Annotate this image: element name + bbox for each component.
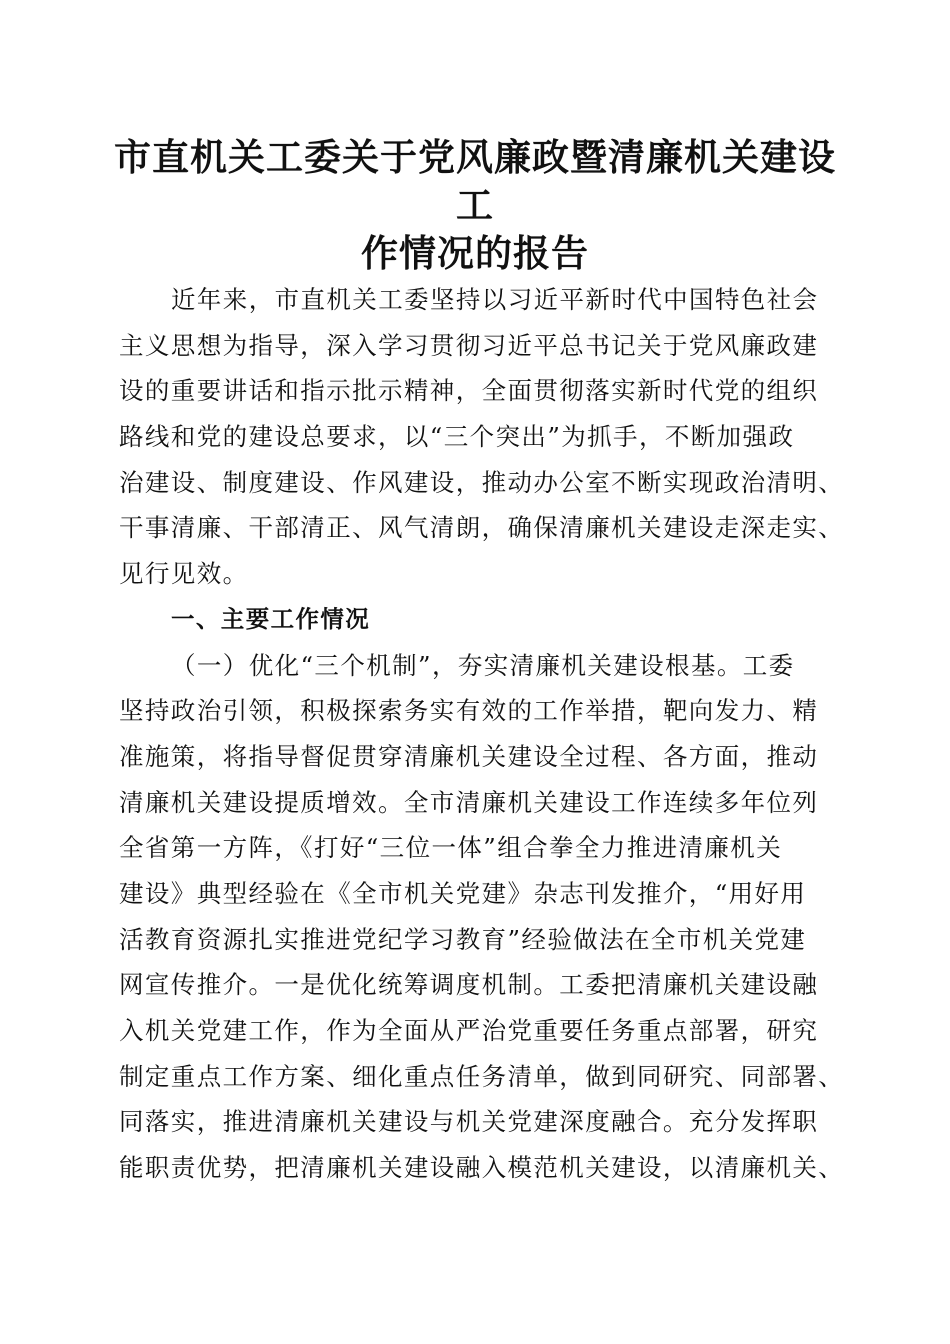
- section-1-line: 准施策，将指导督促贯穿清廉机关建设全过程、各方面，推动: [119, 741, 819, 771]
- intro-line: 设的重要讲话和指示批示精神，全面贯彻落实新时代党的组织: [119, 376, 819, 406]
- section-1-line: 入机关党建工作，作为全面从严治党重要任务重点部署，研究: [119, 1016, 819, 1045]
- intro-paragraph: [119, 277, 845, 597]
- section-1-paragraph: [119, 643, 845, 1191]
- section-1-line: 建设》典型经验在《全市机关党建》杂志刊发推介，“用好用: [119, 878, 807, 908]
- title-line-2: 作情况的报告: [361, 231, 589, 275]
- section-1-line: 同落实，推进清廉机关建设与机关党建深度融合。充分发挥职: [119, 1107, 819, 1137]
- intro-line: 主义思想为指导，深入学习贯彻习近平总书记关于党风廉政建: [119, 330, 819, 360]
- intro-line: 见行见效。: [119, 559, 249, 589]
- intro-line: 近年来，市直机关工委坚持以习近平新时代中国特色社会: [171, 285, 819, 314]
- section-1-line: 制定重点工作方案、细化重点任务清单，做到同研究、同部署、: [119, 1061, 845, 1091]
- section-1-line: 网宣传推介。一是优化统筹调度机制。工委把清廉机关建设融: [119, 970, 819, 1000]
- section-heading: 一、主要工作情况: [171, 604, 371, 633]
- intro-line: 治建设、制度建设、作风建设，推动办公室不断实现政治清明、: [119, 467, 845, 497]
- intro-line: 干事清廉、干部清正、风气清朗，确保清廉机关建设走深走实、: [119, 513, 845, 543]
- section-1-line: （一）优化“三个机制”，夯实清廉机关建设根基。工委: [171, 650, 795, 680]
- section-1-line: 清廉机关建设提质增效。全市清廉机关建设工作连续多年位列: [119, 787, 819, 817]
- section-1-line: 坚持政治引领，积极探索务实有效的工作举措，靶向发力、精: [119, 696, 819, 726]
- intro-line: 路线和党的建设总要求，以“三个突出”为抓手，不断加强政: [119, 422, 795, 452]
- document-title: [100, 133, 850, 277]
- section-1-line: 能职责优势，把清廉机关建设融入模范机关建设，以清廉机关、: [119, 1153, 845, 1183]
- section-1-line: 活教育资源扎实推进党纪学习教育”经验做法在全市机关党建: [119, 924, 807, 954]
- document-body: [119, 277, 845, 1191]
- section-1-line: 全省第一方阵，《打好“三位一体”组合拳全力推进清廉机关: [119, 833, 783, 863]
- title-line-1: 市直机关工委关于党风廉政暨清廉机关建设工: [114, 135, 836, 227]
